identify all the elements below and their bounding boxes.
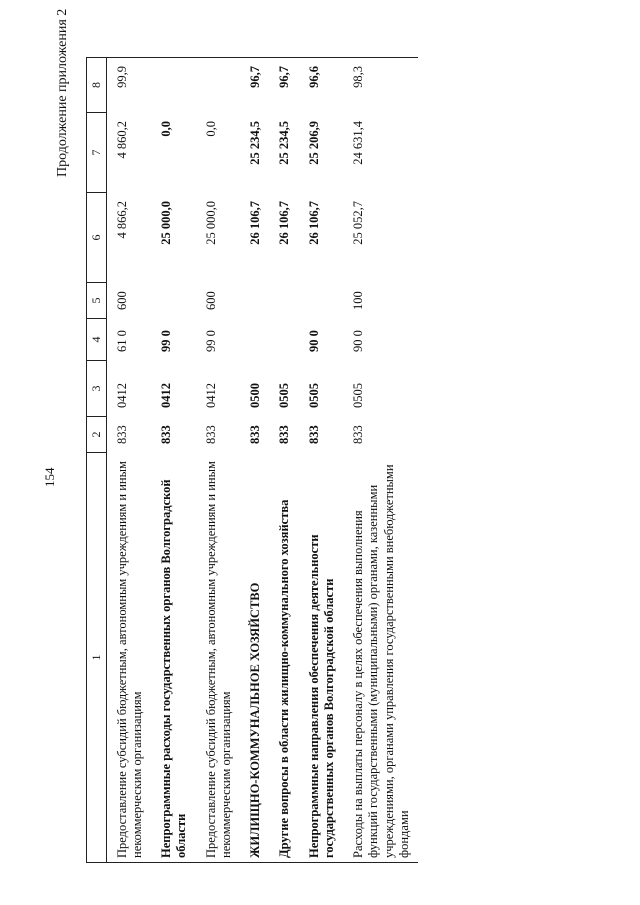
table-row	[343, 58, 418, 863]
expense-type	[240, 283, 269, 319]
row-name: Непрограммные расходы государственных органов Волгоградской области	[151, 453, 196, 863]
table-row	[269, 58, 298, 863]
execution-percent: 98,3	[343, 58, 418, 113]
executed-amount: 4 860,2	[114, 121, 129, 159]
column-number: 5	[87, 283, 107, 319]
ministry-code: 833	[114, 425, 129, 444]
page-number: 154	[42, 467, 57, 487]
execution-percent: 96,7	[269, 58, 298, 113]
ministry-code: 833	[306, 425, 321, 444]
column-number: 4	[87, 319, 107, 361]
column-number-row	[87, 58, 107, 863]
planned-amount: 25 052,7	[351, 201, 366, 245]
column-number: 2	[87, 417, 107, 453]
planned-amount: 4 866,2	[114, 201, 129, 239]
planned-amount: 25 000,0	[159, 201, 174, 245]
column-number: 1	[87, 453, 107, 863]
expense-type: 600	[114, 291, 129, 310]
column-number: 7	[87, 113, 107, 193]
continuation-label: Продолжение приложения 2	[55, 8, 70, 177]
target-article	[269, 319, 298, 361]
target-article: 99 0	[159, 330, 174, 352]
expense-type	[151, 283, 196, 319]
section-code: 0505	[351, 383, 366, 408]
section-code: 0412	[159, 383, 174, 408]
planned-amount: 26 106,7	[277, 201, 292, 245]
column-number: 6	[87, 193, 107, 283]
section-code: 0505	[277, 383, 292, 408]
execution-percent	[151, 58, 196, 113]
execution-percent: 96,6	[299, 58, 344, 113]
column-number: 8	[87, 58, 107, 113]
ministry-code: 833	[351, 425, 366, 444]
expense-type: 100	[351, 291, 366, 310]
row-name: Предоставление субсидий бюджетным, автономным учреждениям и иным некоммерческим организациям	[196, 453, 241, 863]
expense-type: 600	[203, 291, 218, 310]
executed-amount: 25 234,5	[277, 121, 292, 165]
table-row	[240, 58, 269, 863]
execution-percent: 99,9	[106, 58, 151, 113]
budget-table	[86, 57, 418, 863]
section-code: 0412	[203, 383, 218, 408]
target-article: 90 0	[306, 330, 321, 352]
ministry-code: 833	[203, 425, 218, 444]
execution-percent	[196, 58, 241, 113]
planned-amount: 25 000,0	[203, 201, 218, 245]
row-name: ЖИЛИЩНО-КОММУНАЛЬНОЕ ХОЗЯЙСТВО	[240, 453, 269, 863]
table-row	[106, 58, 151, 863]
table-row	[196, 58, 241, 863]
planned-amount: 26 106,7	[306, 201, 321, 245]
executed-amount: 24 631,4	[351, 121, 366, 165]
expense-type	[299, 283, 344, 319]
row-name: Предоставление субсидий бюджетным, автономным учреждениям и иным некоммерческим организациям	[106, 453, 151, 863]
ministry-code: 833	[248, 425, 263, 444]
table-row	[151, 58, 196, 863]
section-code: 0412	[114, 383, 129, 408]
executed-amount: 25 206,9	[306, 121, 321, 165]
row-name: Другие вопросы в области жилищно-коммунального хозяйства	[269, 453, 298, 863]
executed-amount: 25 234,5	[248, 121, 263, 165]
target-article: 99 0	[203, 330, 218, 352]
target-article	[240, 319, 269, 361]
executed-amount: 0,0	[159, 121, 174, 137]
ministry-code: 833	[277, 425, 292, 444]
section-code: 0500	[248, 383, 263, 408]
row-name: Непрограммные направления обеспечения деятельности государственных органов Волгоградской области	[299, 453, 344, 863]
expense-type	[269, 283, 298, 319]
target-article: 61 0	[114, 330, 129, 352]
row-name: Расходы на выплаты персоналу в целях обеспечения выполнения функций государственными (муниципальными) органами, казенными учреждениями, органами управления государственными внебюджетными фондами	[343, 453, 418, 863]
executed-amount: 0,0	[203, 121, 218, 137]
table-row	[299, 58, 344, 863]
ministry-code: 833	[159, 425, 174, 444]
section-code: 0505	[306, 383, 321, 408]
planned-amount: 26 106,7	[248, 201, 263, 245]
execution-percent: 96,7	[240, 58, 269, 113]
target-article: 90 0	[351, 330, 366, 352]
column-number: 3	[87, 361, 107, 417]
